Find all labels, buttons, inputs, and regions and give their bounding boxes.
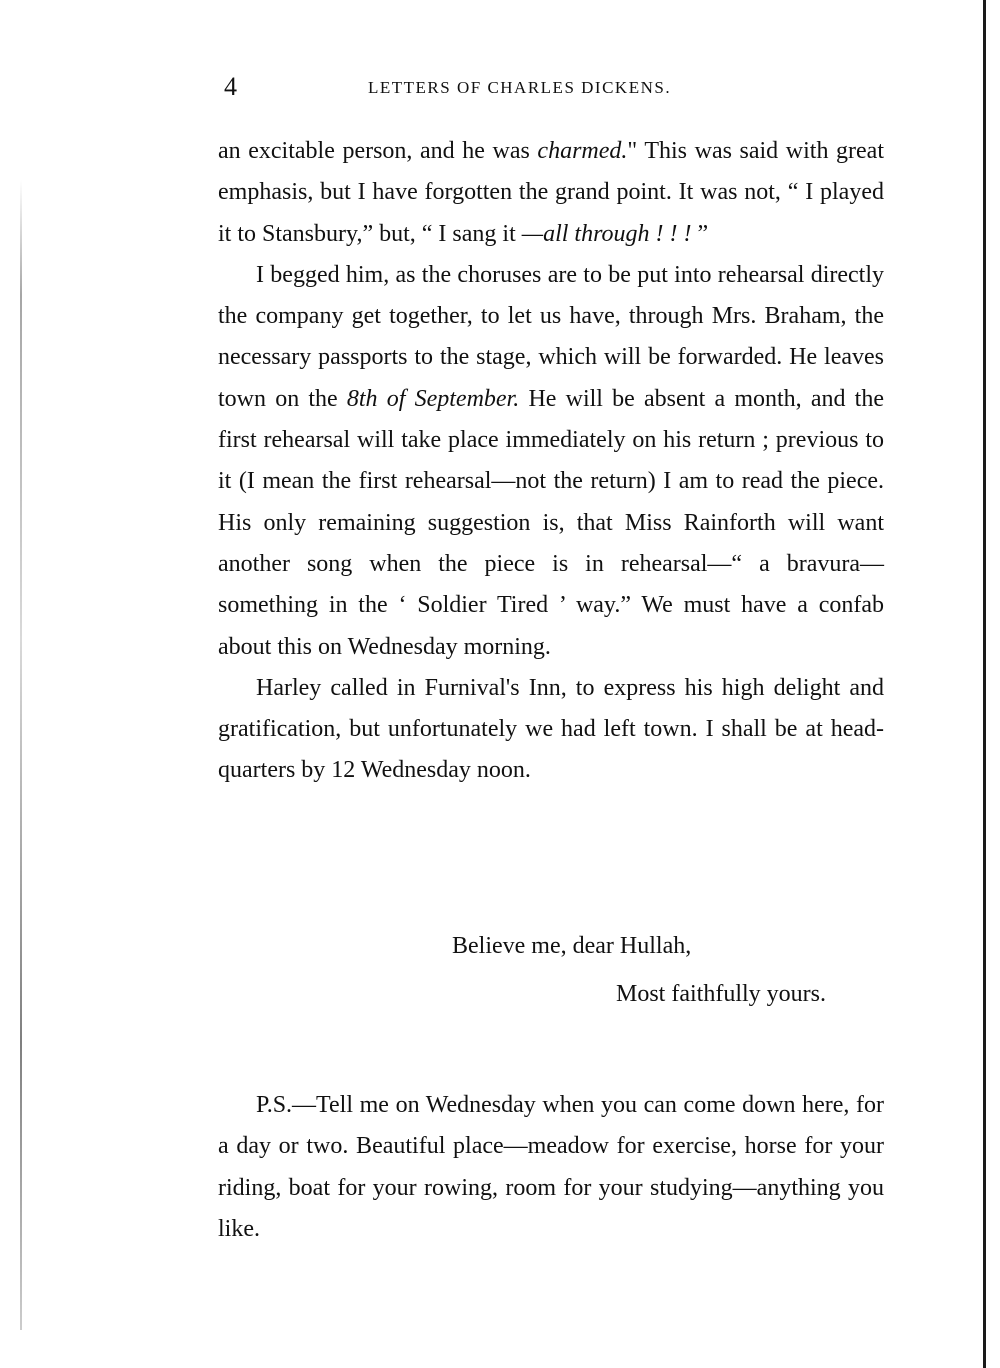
paragraph-1-emphasis-a: charmed.	[537, 138, 628, 164]
paragraph-1	[218, 131, 884, 255]
page-edge-shadow-right	[983, 0, 986, 1368]
closing-salutation: Believe me, dear Hullah,	[452, 933, 692, 959]
page-edge-shadow-left	[20, 180, 22, 1330]
paragraph-3: Harley called in Furnival's Inn, to express his high delight and gratification, but unfortunately we had left town. I shall be at head-quarters by 12 Wednesday noon.	[218, 674, 884, 784]
paragraph-1-text-a: an excitable person, and he was	[218, 138, 538, 164]
closing-signoff: Most faithfully yours.	[616, 981, 826, 1007]
running-title: LETTERS OF CHARLES DICKENS.	[368, 78, 672, 97]
paragraph-2-emphasis: 8th of September.	[346, 385, 520, 412]
paragraph-1-text-c: ”	[691, 220, 709, 247]
letter-closing	[218, 922, 884, 1018]
postscript	[218, 1085, 884, 1250]
paragraph-2-text-b: He will be absent a month, and the first rehearsal will take place immediately on his return ; previous to it (I mean the first rehearsal—not the return) I am to read the piece. His only remaining suggestion is, that Miss Rainforth will want another song when the piece is in rehearsal—“ a bravura—something in the ‘ Soldier Tired ’ way.” We must have a confab about this on Wednesday morning.	[218, 385, 884, 660]
postscript-text: P.S.—Tell me on Wednesday when you can come down here, for a day or two. Beautiful place—meadow for exercise, horse for your riding, boat for your rowing, room for your studying—anything you like.	[218, 1092, 884, 1242]
paragraph-1-emphasis-b: —all through ! ! !	[521, 220, 692, 247]
paragraph-2-text-a: I begged him, as the choruses are to be put into rehearsal directly the company get together, to let us have, through Mrs. Braham, the necessary passports to the stage, which will be forwarded. He leaves town on the	[218, 261, 884, 412]
page-header	[218, 72, 880, 104]
letter-body	[218, 131, 884, 792]
paragraph-2	[218, 255, 884, 668]
page-number: 4	[224, 72, 237, 101]
paragraph-1-text-b: " This was said with great emphasis, but I have forgotten the grand point. It was not, “ I played it to Stansbury,” but, “ I sang it	[218, 138, 884, 247]
